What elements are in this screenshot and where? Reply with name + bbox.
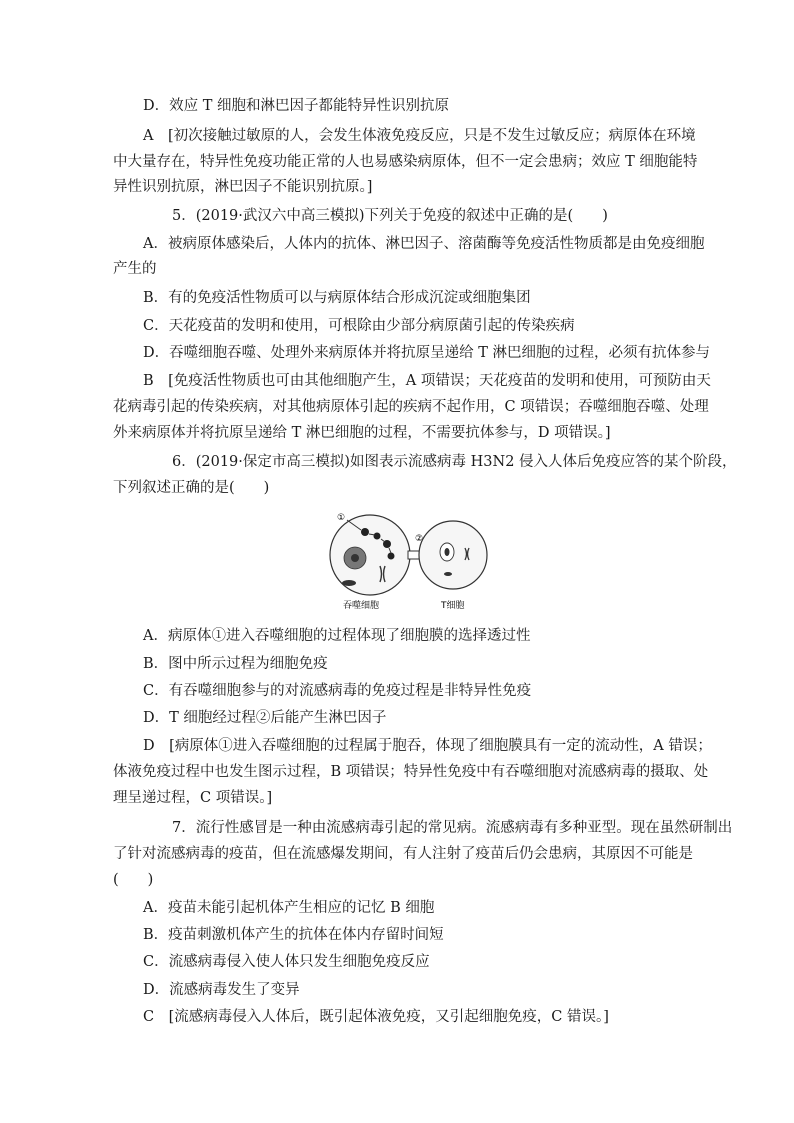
t-cell-nucleolus — [445, 548, 450, 556]
q6-answer-line-3: 理呈递过程，C 项错误。] — [113, 790, 273, 806]
q6-option-c: C．有吞噬细胞参与的对流感病毒的免疫过程是非特异性免疫 — [143, 683, 532, 699]
q5-option-d: D．吞噬细胞吞噬、处理外来病原体并将抗原呈递给 T 淋巴细胞的过程，必须有抗体参与 — [143, 345, 711, 361]
q6-answer-line-2: 体液免疫过程中也发生图示过程，B 项错误；特异性免疫中有吞噬细胞对流感病毒的摄取、处 — [113, 764, 709, 780]
label-phagocyte: 吞噬细胞 — [343, 601, 380, 611]
immune-response-figure — [325, 508, 495, 613]
q7-option-d: D．流感病毒发生了变异 — [143, 982, 300, 998]
q6-stem-line-1: 6．(2019·保定市高三模拟)如图表示流感病毒 H3N2 侵入人体后免疫应答的某个阶段， — [172, 454, 737, 470]
label-t-cell: T细胞 — [441, 601, 465, 611]
q7-option-c: C．流感病毒侵入使人体只发生细胞免疫反应 — [143, 954, 430, 970]
immune-diagram — [325, 508, 495, 613]
q4-option-d: D．效应 T 细胞和淋巴因子都能特异性识别抗原 — [143, 98, 450, 114]
pathogen-particle — [361, 528, 369, 536]
marker-2: ② — [415, 534, 424, 544]
q7-stem-line-1: 7．流行性感冒是一种由流感病毒引起的常见病。流感病毒有多种亚型。现在虽然研制出 — [172, 820, 733, 836]
q6-option-d: D．T 细胞经过程②后能产生淋巴因子 — [143, 710, 387, 726]
q5-answer-line-2: 花病毒引起的传染疾病，对其他病原体引起的疾病不起作用，C 项错误；吞噬细胞吞噬、处理 — [113, 399, 709, 415]
q6-answer-line-1: D [病原体①进入吞噬细胞的过程属于胞吞，体现了细胞膜具有一定的流动性，A 错误； — [143, 738, 712, 754]
t-cell-organelle — [444, 572, 452, 576]
q5-answer-line-1: B [免疫活性物质也可由其他细胞产生，A 项错误；天花疫苗的发明和使用，可预防由天 — [143, 373, 711, 389]
q7-stem-line-3: ( ) — [113, 872, 154, 888]
q7-stem-line-2: 了针对流感病毒的疫苗，但在流感爆发期间，有人注射了疫苗后仍会患病，其原因不可能是 — [113, 846, 693, 862]
q5-stem: 5．(2019·武汉六中高三模拟)下列关于免疫的叙述中正确的是( ) — [172, 208, 608, 224]
q7-option-a: A．疫苗未能引起机体产生相应的记忆 B 细胞 — [143, 900, 435, 916]
q5-option-a-line-2: 产生的 — [113, 261, 157, 277]
q7-option-b: B．疫苗刺激机体产生的抗体在体内存留时间短 — [143, 927, 444, 943]
phagocyte-nucleolus — [351, 554, 359, 562]
pathogen-particle — [374, 533, 381, 540]
q4-answer-line-2: 中大量存在，特异性免疫功能正常的人也易感染病原体，但不一定会患病；效应 T 细胞能特 — [113, 154, 698, 170]
q7-answer: C [流感病毒侵入人体后，既引起体液免疫，又引起细胞免疫，C 错误。] — [143, 1009, 609, 1025]
q5-option-c: C．天花疫苗的发明和使用，可根除由少部分病原菌引起的传染疾病 — [143, 318, 575, 334]
antigen-receptor — [408, 551, 420, 559]
q6-stem-line-2: 下列叙述正确的是( ) — [113, 480, 270, 496]
q5-option-a-line-1: A．被病原体感染后，人体内的抗体、淋巴因子、溶菌酶等免疫活性物质都是由免疫细胞 — [143, 236, 705, 252]
q5-answer-line-3: 外来病原体并将抗原呈递给 T 淋巴细胞的过程，不需要抗体参与，D 项错误。] — [113, 425, 611, 441]
q4-answer-line-3: 异性识别抗原，淋巴因子不能识别抗原。] — [113, 179, 373, 195]
marker-1: ① — [337, 513, 346, 523]
q6-option-b: B．图中所示过程为细胞免疫 — [143, 656, 328, 672]
q6-option-a: A．病原体①进入吞噬细胞的过程体现了细胞膜的选择透过性 — [143, 628, 531, 644]
q5-option-b: B．有的免疫活性物质可以与病原体结合形成沉淀或细胞集团 — [143, 290, 531, 306]
pathogen-particle — [388, 553, 395, 560]
organelle — [342, 580, 356, 586]
q4-answer-line-1: A [初次接触过敏原的人，会发生体液免疫反应，只是不发生过敏反应；病原体在环境 — [143, 128, 696, 144]
